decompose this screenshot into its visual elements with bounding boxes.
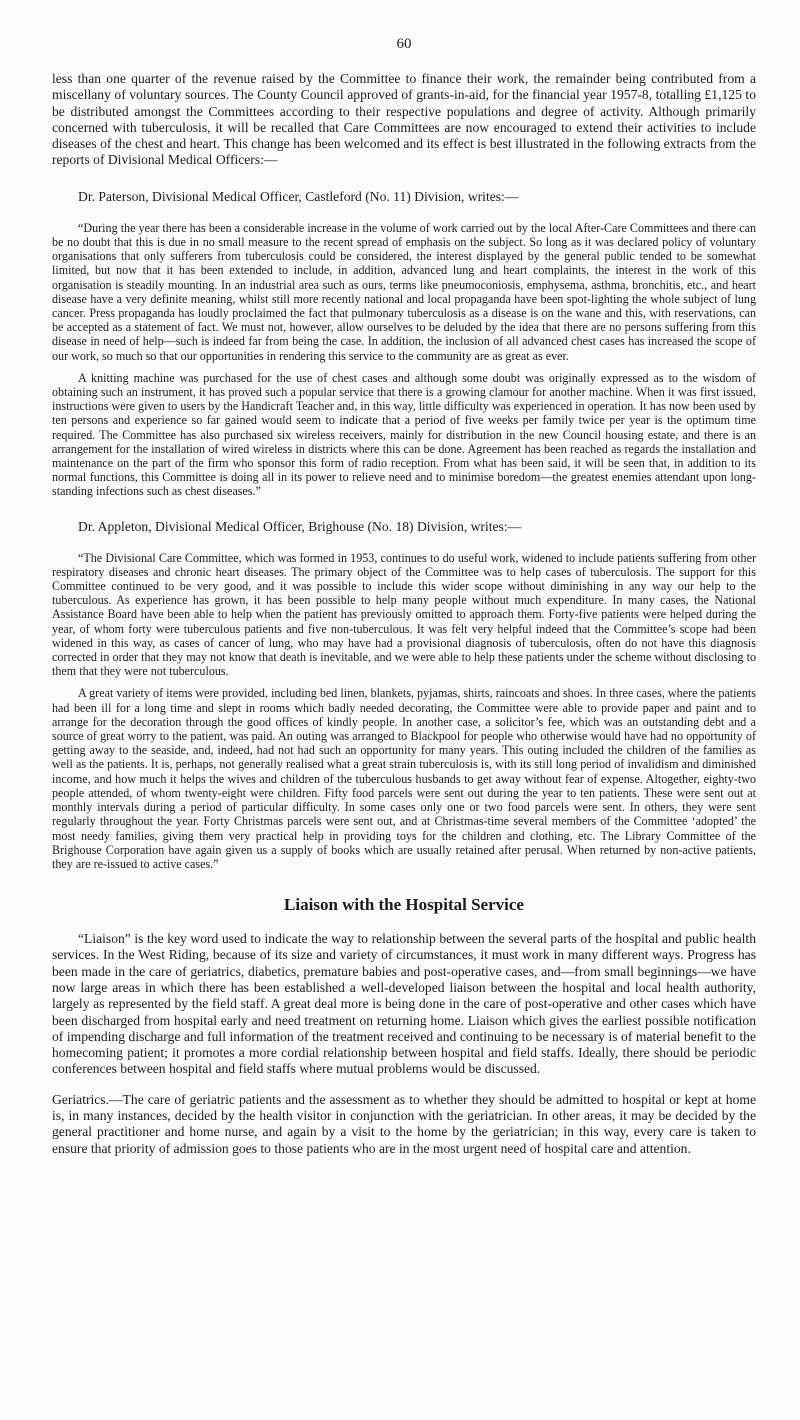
liaison-paragraph: “Liaison” is the key word used to indicate the way to relationship between the several parts of the hospital and public health services. In the West Riding, because of its size and variety of circumstances, it must work in many different ways. Progress has been made in the care of geriatrics, diabetics, premature babies and post-operative cases, and—from small beginnings—we have now large areas in which there has been established a well-developed liaison between the hospital and local health authority, largely as represented by the field staff. A great deal more is being done in the care of post-operative and other cases which have been discharged from hospital early and need treatment on returning home. Liaison which gives the earliest possible notification of impending discharge and full information of the treatment received and continuing to be necessary is of material benefit to the homecoming patient; it promotes a more cordial relationship between hospital and field staffs. Ideally, there should be periodic conferences between hospital and field staffs where mutual problems would be discussed. bbox=[52, 931, 756, 1077]
paterson-quote-paragraph-1: “During the year there has been a considerable increase in the volume of work carried out by the local After-Care Committees and there can be no doubt that this is due in no small measure to the recent spread of emphasis on the subject. So long as it was declared policy of voluntary organisations that only sufferers from tuberculosis could be considered, the interest displayed by the general public tended to be somewhat limited, but now that it has been extended to include, in addition, advanced lung and heart complaints, the interest in the work of this organisation is steadily mounting. In an industrial area such as ours, terms like pneumoconiosis, emphysema, asthma, bronchitis, etc., and heart disease have a very definite meaning, whilst still more recently national and local propaganda have been spot-lighting the whole subject of lung cancer. Press propaganda has loudly proclaimed the fact that pulmonary tuberculosis as a disease is on the wane and this, with reservations, can be accepted as a statement of fact. We must not, however, allow ourselves to be deluded by the idea that there are no persons suffering from this disease in need of help—such is indeed far from being the case. In addition, the inclusion of all advanced chest cases has increased the scope of our work, so much so that our opportunities in rendering this service to the community are as great as ever. bbox=[52, 220, 756, 363]
page-number: 60 bbox=[396, 36, 412, 52]
geriatrics-run-in-heading: Geriatrics. bbox=[52, 1091, 109, 1107]
appleton-quote-paragraph-2: A great variety of items were provided, including bed linen, blankets, pyjamas, shirts, raincoats and shoes. In three cases, where the patients had been ill for a long time and slept in rooms which badly needed decorating, the Committee were able to provide paper and paint and to arrange for the decoration through the good offices of kindly people. In another case, a solicitor’s fee, which was an outstanding debt and a source of great worry to the patient, was paid. An outing was arranged to Blackpool for people who otherwise would have had no opportunity of getting away to the seaside, and, indeed, had not had such an opportunity for many years. This outing included the children of the families as well as the patients. It is, perhaps, not generally realised what a great strain tuberculosis is, with its still long period of invalidism and diminished income, and how much it helps the wives and children of the tuberculous husbands to get away without fear of expense. Altogether, eighty-two people attended, of whom twenty-eight were children. Fifty food parcels were sent out during the year to ten patients. These were sent out at monthly intervals during a period of particular difficulty. In some cases only one or two food parcels were sent. In others, they were sent regularly throughout the year. Forty Christmas parcels were sent out, and at Christmas-time several members of the Committee ‘adopted’ the most needy families, giving them very practical help in providing toys for the children and clothing, etc. The Library Committee of the Brighouse Corporation have again given us a supply of books which are usually retained after perusal. When returned by non-active patients, they are re-issued to active cases.” bbox=[52, 686, 756, 871]
paterson-heading: Dr. Paterson, Divisional Medical Officer, Castleford (No. 11) Division, writes:— bbox=[78, 188, 519, 204]
geriatrics-paragraph bbox=[52, 1092, 756, 1157]
appleton-heading: Dr. Appleton, Divisional Medical Officer, Brighouse (No. 18) Division, writes:— bbox=[78, 518, 522, 534]
geriatrics-text: —The care of geriatric patients and the assessment as to whether they should be admitted to hospital or kept at home is, in many instances, decided by the health visitor in conjunction with the geriatrician. In other areas, it may be decided by the general practitioner and home nurse, and again by a visit to the home by the geriatrician; in this way, every care is taken to ensure that priority of admission goes to those patients who are in the most urgent need of hospital care and attention. bbox=[52, 1091, 756, 1156]
appleton-quote-paragraph-1: “The Divisional Care Committee, which was formed in 1953, continues to do useful work, widened to include patients suffering from other respiratory diseases and chronic heart diseases. The primary object of the Committee was to help cases of tuberculosis. The support for this Committee continued to be very good, and it was possible to include this wider scope without diminishing in any way our help to the tuberculous. As experience has grown, it has been possible to help many people without much expenditure. In many cases, the National Assistance Board have been able to help when the patient has previously omitted to approach them. Forty-five patients were helped during the year, of whom forty were tuberculous patients and five non-tuberculous. It was felt very helpful indeed that the Committee’s scope had been widened in this way, as cases of cancer of lung, who may have had a provisional diagnosis of tuberculosis, often do not have this diagnosis corrected in order that they may not know that death is inevitable, and we were able to help these patients under the scheme without disclosing to them that they were not tuberculous. bbox=[52, 550, 756, 679]
intro-paragraph: less than one quarter of the revenue raised by the Committee to finance their work, the remainder being contributed from a miscellany of voluntary sources. The County Council approved of grants-in-aid, for the financial year 1957-8, totalling £1,125 to be distributed amongst the Committees according to their respective populations and degree of activity. Although primarily concerned with tuberculosis, it will be recalled that Care Committees are now encouraged to extend their activities to include diseases of the chest and heart. This change has been welcomed and its effect is best illustrated in the following extracts from the reports of Divisional Medical Officers:— bbox=[52, 71, 756, 168]
paterson-quote-paragraph-2: A knitting machine was purchased for the use of chest cases and although some doubt was originally expressed as to the wisdom of obtaining such an instrument, it has proved such a popular service that there is a growing clamour for another machine. When it was first issued, instructions were given to users by the Handicraft Teacher and, in this way, little difficulty was experienced in operation. It has now been used by ten persons and experience so far gained would seem to indicate that a period of five weeks per family twice per year is the optimum time required. The Committee has also purchased six wireless receivers, mainly for distribution in the new Council housing estate, and there is an arrangement for the installation of wired wireless in districts where this can be done. Agreement has been reached as regards the installation and maintenance on the part of the firm who sponsor this form of radio reception. From what has been said, it will be seen that, in addition to its normal functions, this Committee is doing all in its power to relieve need and to minimise boredom—the greatest enemies attendant upon long-standing infections such as chest diseases.” bbox=[52, 370, 756, 499]
liaison-section-heading: Liaison with the Hospital Service bbox=[284, 895, 524, 915]
